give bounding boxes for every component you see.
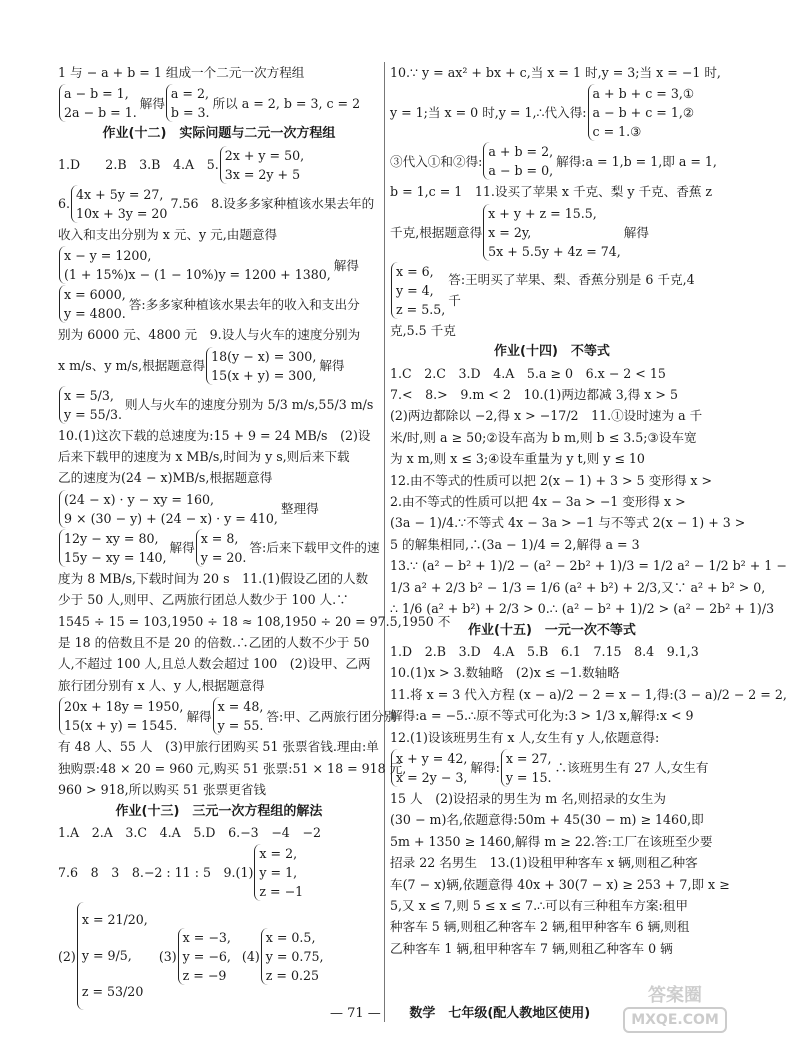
equation: 15y − xy = 140, [64,549,167,565]
equation: a + b + c = 3,① [592,86,695,102]
text: 答:后来下载甲文件的速 [249,540,380,556]
text-line: 1545 ÷ 15 = 103,1950 ÷ 18 ≈ 108,1950 ÷ 20 = 97.5,1950 不 [58,613,451,629]
text-line: b = 1,c = 1 11.设买了苹果 x 千克、梨 y 千克、香蕉 z [390,184,713,200]
text: 解得:a = 1,b = 1,即 a = 1, [556,153,717,169]
equation-row [58,84,380,122]
equation-row [58,490,380,528]
text-line: 收入和支出分别为 x 元、y 元,由题意得 [58,226,278,242]
text-line: 招录 22 名男生 13.(1)设租甲种客车 x 辆,则租乙种客 [390,855,698,871]
equation: a − b = 0, [488,163,554,179]
text-line: 12.(1)设该班男生有 x 人,女生有 y 人,依题意得: [390,729,660,745]
equation: x = 27, [505,750,552,766]
equation: z = −1 [259,884,304,900]
text-line: 5m + 1350 ≥ 1460,解得 m ≥ 22.答:工厂在该班至少要 [390,833,713,849]
text: (2) [58,948,76,964]
equation: y = 4, [396,282,434,298]
text-line: 7.< 8.> 9.m < 2 10.(1)两边都减 3,得 x > 5 [390,387,678,403]
text-line: 旅行团分别有 x 人、y 人,根据题意得 [58,677,265,693]
equation-system [71,185,167,223]
equation: y = 0.75, [265,948,324,964]
equation-system [261,928,324,985]
text-line: 独购票:48 × 20 = 960 元,购买 51 张票:51 × 18 = 918 元, [58,760,407,776]
text-line: (2)两边都除以 −2,得 x > −17/2 11.①设时速为 a 千 [390,408,703,424]
answer-row [58,146,380,184]
text: 则人与火车的速度分别为 5/3 m/s,55/3 m/s [124,396,374,412]
equation-row [390,262,714,319]
text: 解得 [319,357,345,373]
section-heading: 作业(十二) 实际问题与二元一次方程组 [102,126,336,142]
text-line: 960 > 918,所以购买 51 张票更省钱 [58,782,267,798]
text-line: 11.将 x = 3 代入方程 (x − a)/2 − 2 = x − 1,得:(3 − a)/2 − 2 = 2, [390,686,787,702]
equation: 2x + y = 50, [224,147,305,163]
equation: 2a − b = 1. [64,105,137,121]
text: (3) [158,948,177,964]
equation: z = 53/20 [81,984,144,1000]
watermark-top: 答案圈 [648,985,702,1006]
equation: x − y = 1200, [64,248,152,264]
equation: y = 15. [505,769,552,785]
equation: x = 0.5, [265,929,316,945]
equation: 18(y − x) = 300, [211,348,317,364]
equation: x + y = 42, [396,750,468,766]
equation: a − b = 1, [64,86,129,102]
equation-system [77,902,148,1010]
equation-system [59,84,137,122]
equation-system [59,490,278,528]
equation: y = 20. [200,549,247,565]
text-line: 人,不超过 100 人,且总人数会超过 100 (2)设甲、乙两 [58,656,371,672]
equation-system [588,84,695,141]
text-line: 5,又 x ≤ 7,则 5 ≤ x ≤ 7.∴可以有三种租车方案:租甲 [390,897,688,913]
equation: x = 6, [396,263,434,279]
equation-system [166,84,210,122]
equation: 12y − xy = 80, [64,530,159,546]
equation: a − b + c = 1,② [592,105,695,121]
watermark-bottom: MXQE.COM [623,1007,727,1033]
text: ∴该班男生有 27 人,女生有 [554,760,709,776]
text-line: 1.A 2.A 3.C 4.A 5.D 6.−3 −4 −2 [58,824,321,840]
page-footer [330,1002,590,1021]
text-line: 1/3 a² + 2/3 b² − 1/3 = 1/6 (a² + b²) + 2/3,又∵ a² + b² > 0, [390,579,766,595]
text-line: 种客车 5 辆,则租乙种客车 2 辆,租甲种客车 6 辆,则租 [390,919,690,935]
equation-system [59,386,122,424]
text-line: 别为 6000 元、4800 元 9.设人与火车的速度分别为 [58,327,361,343]
text-line: 1 与 − a + b = 1 组成一个二元一次方程组 [58,65,305,80]
text-line: 度为 8 MB/s,下载时间为 20 s 11.(1)假设乙团的人数 [58,570,369,586]
equation: 10x + 3y = 20 [76,205,168,221]
equation-system [178,928,231,985]
equation-row [58,902,380,1010]
equation-row [390,749,714,787]
equation: 20x + 18y = 1950, [64,699,184,715]
equation: y = 55. [217,718,264,734]
equation: z = 0.25 [265,967,319,983]
equation-row [390,84,714,141]
text: 整理得 [280,501,319,517]
equation: y = 9/5, [81,948,132,964]
text: 解得 [623,224,649,240]
equation-row [390,142,717,180]
equation: x = 5/3, [64,387,114,403]
equation-system [483,204,621,261]
text-line: 5 的解集相同,∴(3a − 1)/4 = 2,解得 a = 3 [390,536,640,552]
equation-system [391,262,445,319]
text-line: 乙的速度为(24 − x)MB/s,根据题意得 [58,470,273,486]
equation-system [59,285,126,323]
equation: (24 − x) · y − xy = 160, [64,491,215,507]
equation: x = −3, [182,929,231,945]
equation: x = 2, [259,846,298,862]
text-line: 13.∵ (a² − b² + 1)/2 − (a² − 2b² + 1)/3 = 1/2 a² − 1/2 b² + 1 − [390,558,787,574]
equation-system [59,529,167,567]
text-line: 克,5.5 千克 [390,322,456,338]
equation: a = 2, [170,86,209,102]
equation: 4x + 5y = 27, [76,186,164,202]
equation: 15(x + y) = 1545. [64,718,178,734]
text-line: 少于 50 人,则甲、乙两旅行团总人数少于 100 人.∵ [58,592,349,608]
text: x m/s、y m/s,根据题意得 [58,357,206,373]
equation: z = −9 [182,967,227,983]
section-heading: 作业(十三) 三元一次方程组的解法 [115,803,323,819]
book-title: 数学 七年级(配人教地区使用) [409,1006,591,1021]
text: y = 1;当 x = 0 时,y = 1,∴代入得: [390,105,587,121]
equation: 5x + 5.5y + 4z = 74, [488,243,621,259]
equation: x = 8, [200,530,239,546]
equation: y = 1, [259,865,298,881]
text: 6. [58,196,71,212]
equation-row [58,285,380,323]
equation: a + b = 2, [488,144,554,160]
text: ③代入①和②得: [390,153,483,169]
equation-row [390,204,714,261]
section-heading: 作业(十五) 一元一次不等式 [468,622,636,638]
text-line: (30 − m)名,依题意得:50m + 45(30 − m) ≥ 1460,即 [390,812,704,828]
text: 7.6 8 3 8.−2 : 11 : 5 9.(1) [58,865,254,881]
equation-system [206,347,316,385]
text: (4) [241,948,260,964]
equation: x = 21/20, [81,912,148,928]
equation: z = 5.5, [396,301,446,317]
text-line: 10.∵ y = ax² + bx + c,当 x = 1 时,y = 3;当 x = −1 时, [390,65,721,80]
text: 解得 [139,95,165,111]
equation-system [213,697,264,735]
equation-system [59,697,183,735]
section-heading: 作业(十四) 不等式 [494,344,610,360]
equation-row [58,844,380,901]
text-line: 解得:a = −5.∴原不等式可化为:3 > 1/3 x,解得:x < 9 [390,708,694,724]
text: 答:王明买了苹果、梨、香蕉分别是 6 千克,4 千 [448,271,695,309]
text: 千克,根据题意得 [390,224,483,240]
text-line: 后来下载甲的速度为 x MB/s,时间为 y s,则后来下载 [58,449,350,465]
equation: x = 2y − 3, [396,769,468,785]
equation: y = 55/3. [64,406,122,422]
equation: (1 + 15%)x − (1 − 10%)y = 1200 + 1380, [64,267,331,283]
equation-row [58,386,380,424]
equation-row [58,529,380,567]
text-line: 是 18 的倍数且不是 20 的倍数.∴乙团的人数不少于 50 [58,635,370,651]
text: 7.56 8.设多多家种植该水果去年的 [170,196,375,212]
text-line: 10.(1)x > 3.数轴略 (2)x ≤ −1.数轴略 [390,665,620,681]
equation: x + y + z = 15.5, [488,205,597,221]
text-line: 1.C 2.C 3.D 4.A 5.a ≥ 0 6.x − 2 < 15 [390,365,666,381]
equation-row [58,246,380,284]
text-line: 15 人 (2)设招录的男生为 m 名,则招录的女生为 [390,790,666,806]
text-line: 乙种客车 1 辆,租甲种客车 7 辆,则租乙种客车 0 辆 [390,940,673,956]
equation-system [59,246,331,284]
equation: y = −6, [182,948,231,964]
text-line: 米/时,则 a ≥ 50;②设车高为 b m,则 b ≤ 3.5;③设车宽 [390,429,697,445]
text: 解得 [186,708,212,724]
equation: x = 48, [217,699,264,715]
text: 解得: [470,760,500,776]
equation-system [220,146,304,184]
equation-system [483,142,553,180]
equation: 15(x + y) = 300, [211,367,317,383]
text-line: 为 x m,则 x ≤ 3;④设车重量为 y t,则 y ≤ 10 [390,451,645,467]
page-number: — 71 — [330,1006,381,1021]
column-divider [384,62,385,1022]
equation: x = 6000, [64,287,126,303]
text-line: 1.D 2.B 3.D 4.A 5.B 6.1 7.15 8.4 9.1,3 [390,643,699,659]
text-line: ∴ 1/6 (a² + b²) + 2/3 > 0.∴ (a² − b² + 1)/2 > (a² − 2b² + 1)/3 [390,601,775,617]
equation: 3x = 2y + 5 [224,166,301,182]
equation: b = 3. [170,105,210,121]
watermark-logo [610,985,740,1035]
equation-system [254,844,303,901]
equation-row [58,347,380,385]
text: 答:多多家种植该水果去年的收入和支出分 [128,296,360,312]
equation: 9 × (30 − y) + (24 − x) · y = 410, [64,510,278,526]
equation-system [196,529,247,567]
equation: y = 4800. [64,306,126,322]
text: 答:甲、乙两旅行团分别 [266,708,397,724]
text-line: 车(7 − x)辆,依题意得 40x + 30(7 − x) ≥ 253 + 7,即 x ≥ [390,876,730,892]
text: 所以 a = 2, b = 3, c = 2 [212,95,361,111]
equation: x = 2y, [488,224,532,240]
equation-system [501,749,552,787]
equation: c = 1.③ [592,124,642,140]
equation-row [58,697,397,735]
text: 1.D 2.B 3.B 4.A 5. [58,157,219,173]
answer-row [58,185,380,223]
text-line: 10.(1)这次下载的总速度为:15 + 9 = 24 MB/s (2)设 [58,427,371,443]
right-column [390,62,787,959]
text: 解得 [333,257,359,273]
text-line: 2.由不等式的性质可以把 4x − 3a > −1 变形得 x > [390,494,686,510]
text-line: 12.由不等式的性质可以把 2(x − 1) + 3 > 5 变形得 x > [390,472,713,488]
text: 解得 [169,540,195,556]
text-line: 有 48 人、55 人 (3)甲旅行团购买 51 张票省钱.理由:单 [58,739,379,755]
equation-system [391,749,467,787]
text-line: (3a − 1)/4.∵不等式 4x − 3a > −1 与不等式 2(x − 1) + 3 > [390,515,746,531]
